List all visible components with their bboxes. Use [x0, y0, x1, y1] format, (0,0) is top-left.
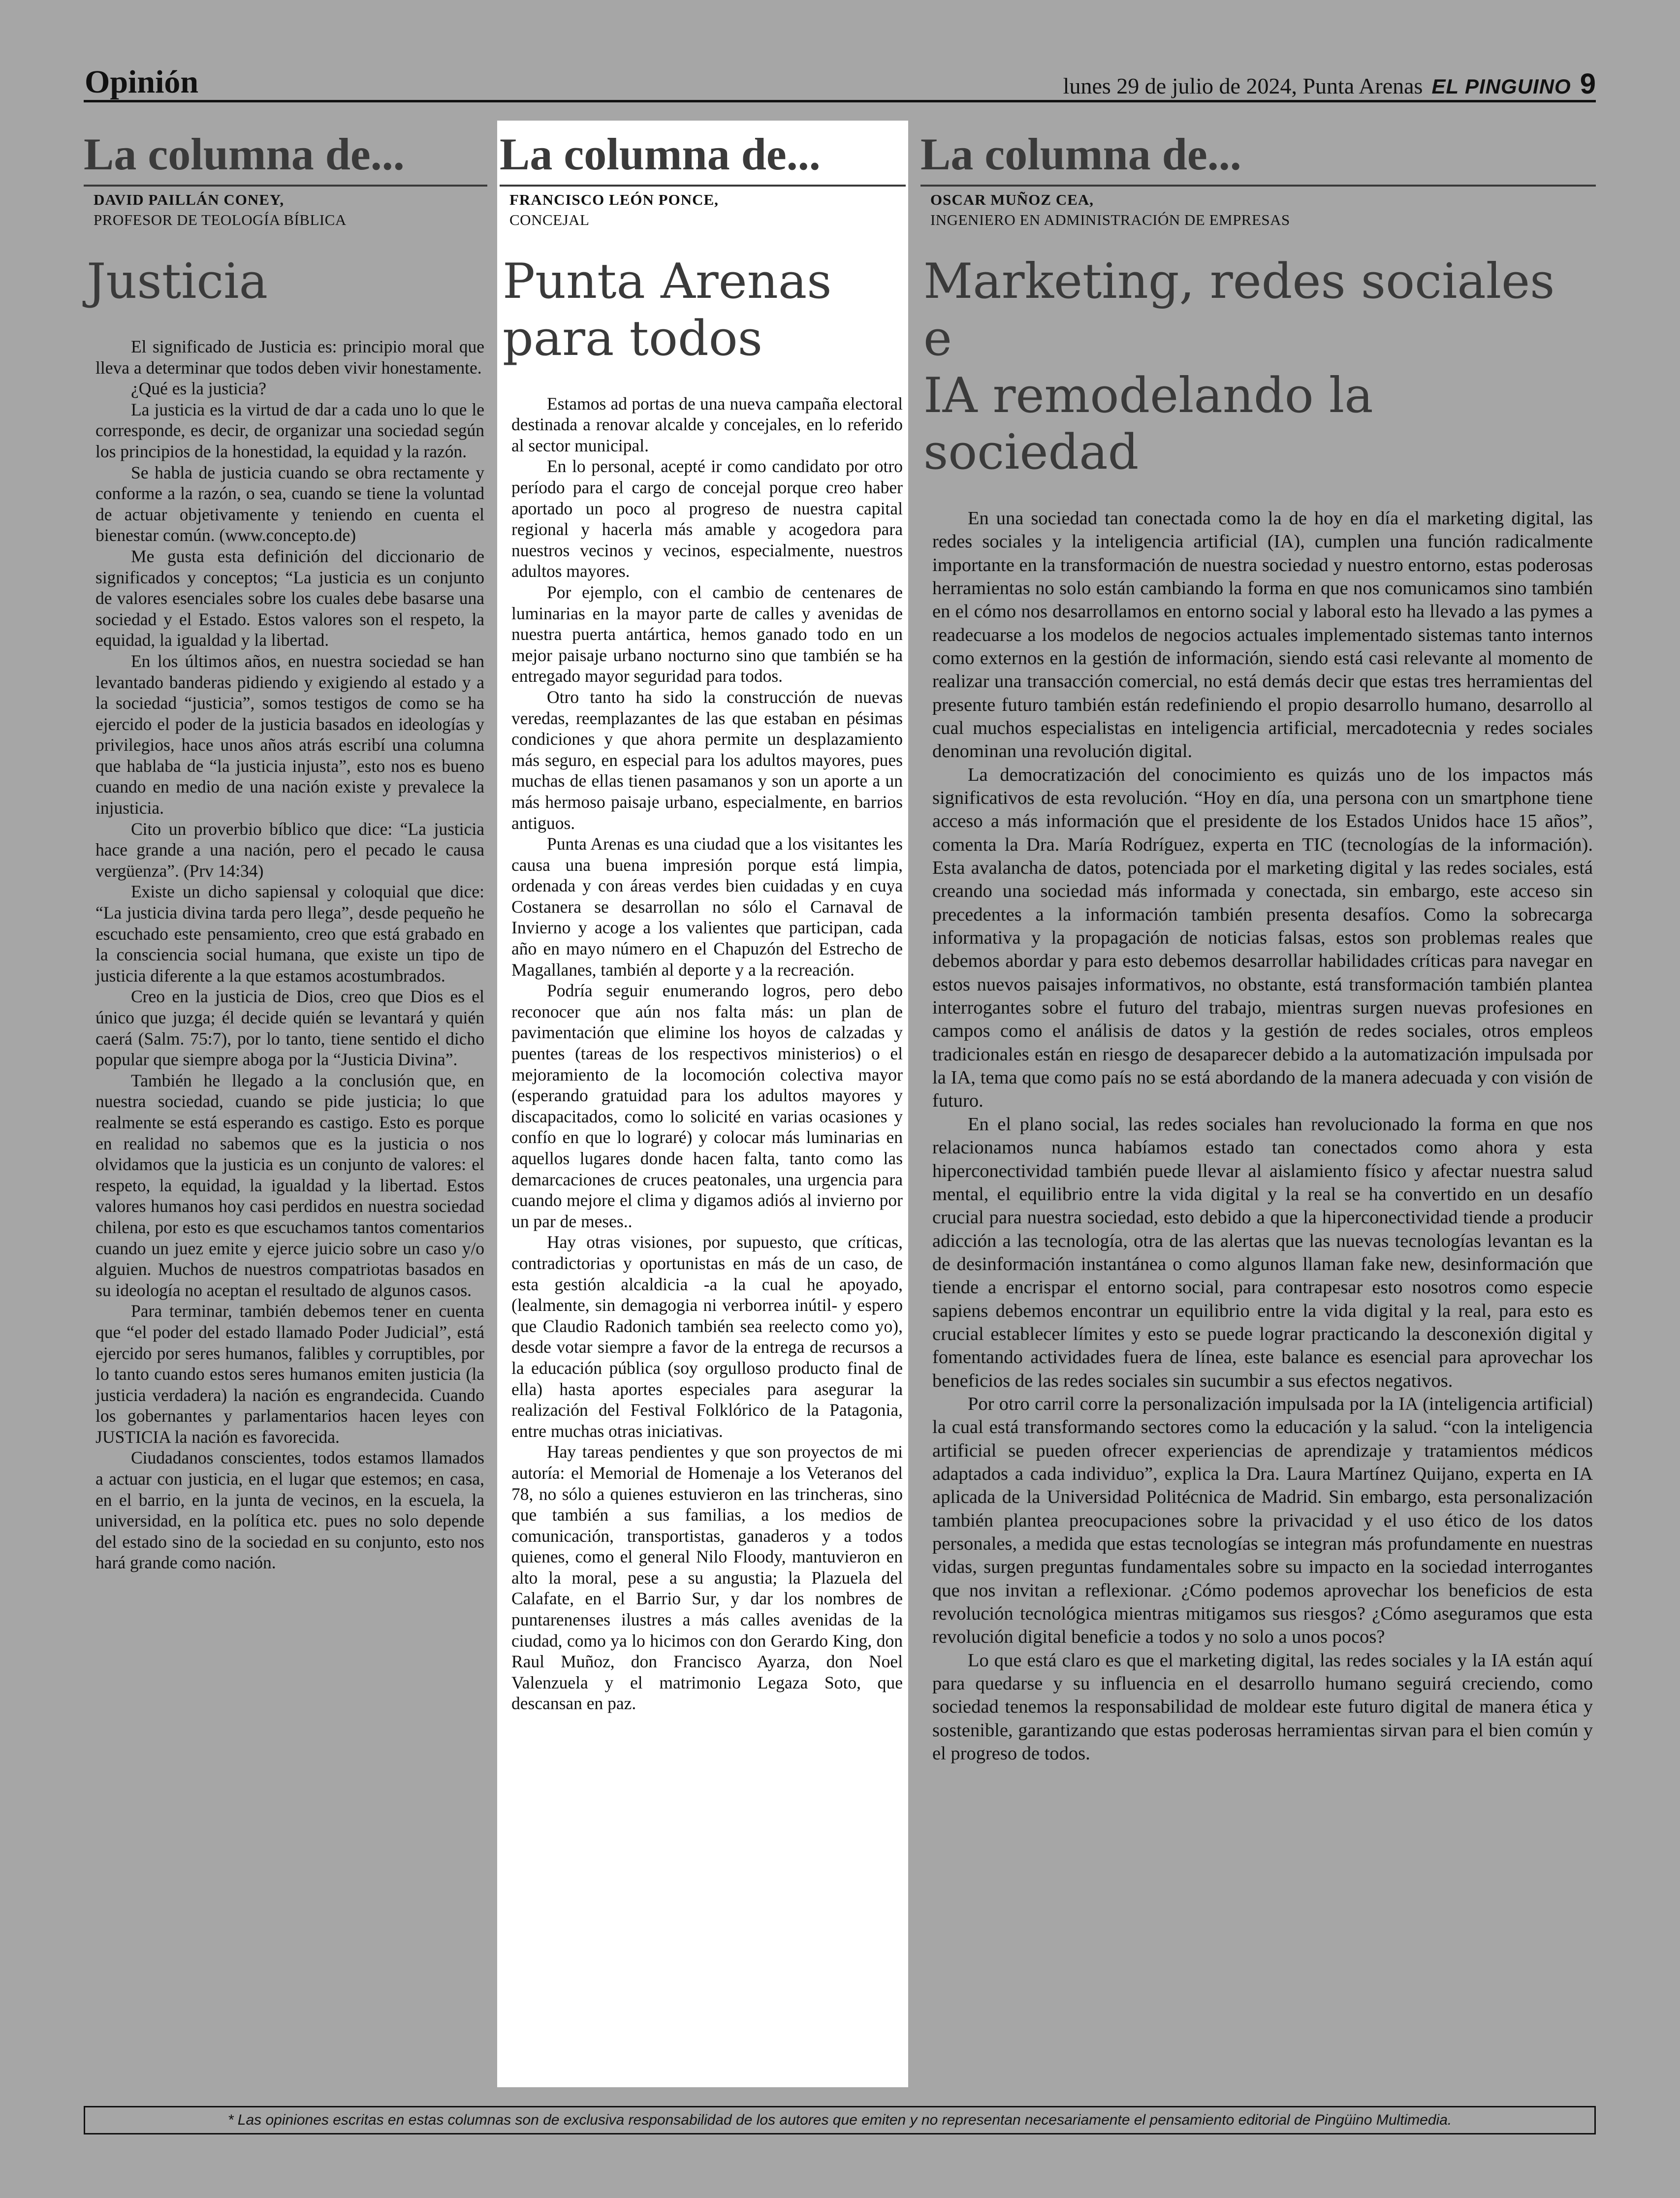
body-paragraph: Hay otras visiones, por supuesto, que críticas, contradictorias y oportunistas en más de un caso, de esta gestión alcaldicia -a la cual he apoyado, (lealmente, sin demagogia ni verborrea inútil- y espero que Claudio Radonich también sea reelecto como yo), desde votar siempre a favor de la entrega de recursos a la educación pública (soy orgulloso producto final de ella) hasta aportes especiales para asegurar la realización del Festival Folklórico de la Patagonia, entre muchas otras iniciativas. [511, 1232, 903, 1441]
headline-line: Punta Arenas [503, 254, 832, 310]
body-paragraph: Cito un proverbio bíblico que dice: “La justicia hace grande a una nación, pero el pecado le causa vergüenza”. (Prv 14:34) [95, 819, 484, 881]
body-paragraph: Creo en la justicia de Dios, creo que Dios es el único que juzga; él decide quién se levantará y quién caerá (Salm. 75:7), por lo tanto, tiene sentido el dicho popular que siempre aboga por la “Justicia Divina”. [95, 987, 484, 1070]
column-body [500, 393, 906, 1714]
column-kicker: La columna de... [500, 131, 906, 187]
body-paragraph: Por otro carril corre la personalización impulsada por la IA (inteligencia artificial) la cual está transformando sectores como la educación y la salud. “con la inteligencia artificial se pueden ofrecer experiencias de aprendizaje y tratamientos médicos adaptados a cada individuo”, explica la Dra. Laura Martínez Quijano, experta en IA aplicada de la Universidad Politécnica de Madrid. Sin embargo, esta personalización también plantea preocupaciones sobre la privacidad y el uso ético de los datos personales, a medida que estas tecnologías se integran más profundamente en nuestras vidas, surgen preguntas fundamentales sobre su impacto en la sociedad interrogantes que nos invitan a reflexionar. ¿Cómo podemos aprovechar los beneficios de esta revolución tecnológica mientras mitigamos sus riesgos? ¿Cómo aseguramos que esta revolución digital beneficie a todos y no solo a unos pocos? [932, 1393, 1593, 1648]
column-author: DAVID PAILLÁN CONEY, [94, 191, 285, 208]
section-title: Opinión [85, 64, 199, 100]
column-body [920, 507, 1596, 1766]
headline-line: IA remodelando la sociedad [923, 367, 1373, 481]
column-headline [87, 254, 487, 311]
body-paragraph: Lo que está claro es que el marketing digital, las redes sociales y la IA están aquí para quedarse y su influencia en el desarrollo humano seguirá creciendo, como sociedad tenemos la responsabilidad de moldear este futuro digital de manera ética y sostenible, garantizando que estas poderosas herramientas sirvan para el bien común y el progreso de todos. [932, 1650, 1593, 1764]
headline-line: para todos [503, 311, 762, 367]
body-paragraph: ¿Qué es la justicia? [131, 379, 267, 399]
column-author-role: INGENIERO EN ADMINISTRACIÓN DE EMPRESAS [930, 211, 1290, 229]
newspaper-logo: EL PINGUINO [1431, 75, 1571, 98]
body-paragraph: Hay tareas pendientes y que son proyectos de mi autoría: el Memorial de Homenaje a los Veteranos del 78, no sólo a quienes estuvieron en las trincheras, sino que también a sus familias, a los medios de comunicación, transportistas, ganaderos y a todos quienes, como el general Nilo Floody, mantuvieron en alto la moral, pese a su angustia; la Plazuela del Calafate, en el Barrio Sur, y dar los nombres de puntarenenses ilustres a más calles avenidas de la ciudad, como ya lo hicimos con don Gerardo King, don Raul Muñoz, don Francisco Ayarza, don Noel Valenzuela y el matrimonio Legaza Soto, que descansan en paz. [511, 1442, 903, 1714]
body-paragraph: Punta Arenas es una ciudad que a los visitantes les causa una buena impresión porque está limpia, ordenada y con áreas verdes bien cuidadas y en cuya Costanera se desarrollan no sólo el Carnaval de Invierno y acoge a los valientes que participan, cada año en mayo número en el Chapuzón del Estrecho de Magallanes, también al deporte y a la recreación. [511, 834, 903, 980]
body-paragraph: Por ejemplo, con el cambio de centenares de luminarias en la mayor parte de calles y avenidas de nuestra puerta antártica, hemos ganado todo en un mejor paisaje urbano nocturno sino que también se ha entregado mayor seguridad para todos. [511, 582, 903, 686]
column-headline [923, 254, 1596, 481]
body-paragraph: Ciudadanos conscientes, todos estamos llamados a actuar con justicia, en el lugar que estemos; en casa, en el barrio, en la junta de vecinos, en la escuela, la universidad, en la política etc. pues no solo depende del estado sino de la sociedad en su conjunto, esto nos hará grande como nación. [95, 1448, 484, 1573]
disclaimer-footer: * Las opiniones escritas en estas columnas son de exclusiva responsabilidad de los autores que emiten y no representan necesariamente el pensamiento editorial de Pingüino Multimedia. [84, 2106, 1596, 2134]
body-paragraph: En lo personal, acepté ir como candidato por otro período para el cargo de concejal porque creo haber aportado un poco al progreso de nuestra capital regional y hacerla más amable y acogedora para nuestros vecinos y vecinos, especialmente, nuestros adultos mayores. [511, 456, 903, 581]
body-paragraph: Me gusta esta definición del diccionario de significados y conceptos; “La justicia es un conjunto de valores esenciales sobre los cuales debe basarse una sociedad y el Estado. Estos valores son el respeto, la equidad, la igualdad y la libertad. [95, 546, 484, 650]
body-paragraph: La justicia es la virtud de dar a cada uno lo que le corresponde, es decir, de organizar una sociedad según los principios de la honestidad, la equidad y la razón. [95, 399, 484, 461]
headline-line: Marketing, redes sociales e [923, 254, 1555, 367]
column-headline [503, 254, 906, 367]
body-paragraph: Podría seguir enumerando logros, pero debo reconocer que aún nos falta más: un plan de pavimentación que elimine los hoyos de calzadas y puentes (tareas de los respectivos ministerios) o el mejoramiento de la locomoción colectiva mayor (esperando gratuidad para los adultos mayores y discapacitados, como lo solicité en varias ocasiones y confío en que lo lograré) y colocar más luminarias en aquellos lugares donde hacen falta, tanto como las demarcaciones de cruces peatonales, una urgencia para cuando mejore el clima y digamos adiós al invierno por un par de meses.. [511, 981, 903, 1231]
column-author-role: CONCEJAL [509, 211, 590, 229]
masthead-info [1063, 67, 1596, 100]
date-place: lunes 29 de julio de 2024, Punta Arenas [1063, 73, 1423, 98]
column-author: FRANCISCO LEÓN PONCE, [509, 191, 719, 208]
body-paragraph: La democratización del conocimiento es quizás uno de los impactos más significativos de esta revolución. “Hoy en día, una persona con un smartphone tiene acceso a más información que el presidente de los Estados Unidos hace 15 años”, comenta la Dra. María Rodríguez, experta en TIC (tecnologías de la información). Esta avalancha de datos, potenciada por el marketing digital y las redes sociales, está creando una sociedad más informada y conectada, sin embargo, este acceso sin precedentes a la información también presenta desafíos. Como la sobrecarga informativa y la propagación de noticias falsas, estos son problemas reales que debemos abordar y para esto debemos desarrollar habilidades críticas para navegar en estos nuevos paisajes informativos, no obstante, está transformación también plantea interrogantes sobre el futuro del trabajo, mientras surgen nuevas profesiones en campos como el análisis de datos y la gestión de redes sociales, otros empleos tradicionales están en riesgo de desaparecer debido a la automatización impulsada por la IA, tema que como país no se está abordando de la manera adecuada y con visión de futuro. [932, 764, 1593, 1112]
column-1 [84, 121, 487, 1573]
headline-line: Justicia [87, 254, 268, 310]
column-author-role: PROFESOR DE TEOLOGÍA BÍBLICA [94, 211, 347, 229]
body-paragraph: Otro tanto ha sido la construcción de nuevas veredas, reemplazantes de las que estaban en pésimas condiciones y que ahora permite un desplazamiento más seguro, en especial para los adultos mayores, pues muchas de ellas tienen pasamanos y son un aporte a un más hermoso paisaje urbano, especialmente, en barrios antiguos. [511, 687, 903, 833]
page-number: 9 [1580, 68, 1596, 100]
body-paragraph: En el plano social, las redes sociales han revolucionado la forma en que nos relacionamos nunca habíamos estado tan conectados como ahora y esta hiperconectividad también puede llevar al aislamiento físico y afectar nuestra salud mental, el equilibrio entre la vida digital y la real se ha convertido en un desafío crucial para nuestra sociedad, esto debido a que la hiperconectividad tiende a producir adicción a las tecnología, otra de las alertas que las nuevas tecnologías levantan es la de desinformación instantánea o como algunos llaman fake new, desinformación que tiende a encrispar el entorno social, para contrapesar esto nosotros como especie sapiens debemos encontrar un equilibrio entre la vida digital y la real, para esto es crucial establecer límites y esto se puede lograr practicando la desconexión digital y fomentando actividades fuera de línea, este balance es esencial para aprovechar los beneficios de las redes sociales sin sucumbir a sus efectos negativos. [932, 1114, 1593, 1391]
body-paragraph: El significado de Justicia es: principio moral que lleva a determinar que todos deben vivir honestamente. [95, 337, 484, 378]
body-paragraph: Para terminar, también debemos tener en cuenta que “el poder del estado llamado Poder Judicial”, está ejercido por seres humanos, falibles y corruptibles, por lo tanto cuando estos seres humanos emiten justicia (la justicia verdadera) la nación es engrandecida. Cuando los gobernantes y parlamentarios hacen leyes con JUSTICIA la nación es favorecida. [95, 1301, 484, 1447]
column-3 [920, 121, 1596, 1765]
masthead [84, 62, 1596, 102]
column-body [84, 336, 487, 1573]
column-author: OSCAR MUÑOZ CEA, [930, 191, 1094, 208]
body-paragraph: En una sociedad tan conectada como la de hoy en día el marketing digital, las redes sociales y la inteligencia artificial (IA), cumplen una función radicalmente importante en la transformación de nuestra sociedad y nuestro entorno, estas poderosas herramientas no solo están cambiando la forma en que nos comunicamos sino también en el cómo nos desarrollamos en entorno social y laboral esto ha llevado a las pymes a readecuarse a los modelos de negocios actuales implementado sistemas tanto internos como externos en la gestión de información, siendo está casi relevante al momento de realizar una transacción comercial, no está demás decir que estas tres herramientas del presente futuro también están redefiniendo el propio desarrollo humano, desarrollo al cual muchos especialistas en inteligencia artificial, mercadotecnia y redes sociales denominan una revolución digital. [932, 508, 1593, 762]
body-paragraph: En los últimos años, en nuestra sociedad se han levantado banderas pidiendo y exigiendo al estado y a la sociedad “justicia”, somos testigos de como se ha ejercido el poder de la justicia basados en ideologías y privilegios, hace unos años atrás escribí una columna que hablaba de “la justicia injusta”, esto nos es bueno cuando en medio de una nación existe y prevalece la injusticia. [95, 651, 484, 818]
body-paragraph: Estamos ad portas de una nueva campaña electoral destinada a renovar alcalde y concejales, en lo referido al sector municipal. [511, 393, 903, 455]
body-paragraph: También he llegado a la conclusión que, en nuestra sociedad, cuando se pide justicia; lo que realmente se está esperando es castigo. Esto es porque en realidad no sabemos que es la justicia o nos olvidamos que la justicia es un conjunto de valores: el respeto, la equidad, la igualdad y la libertad. Estos valores humanos hoy casi perdidos en nuestra sociedad chilena, por esto es que escuchamos tantos comentarios cuando un juez emite y ejerce juicio sobre un caso y/o alguien. Muchos de nuestros compatriotas basados en su ideología no aceptan el resultado de algunos casos. [95, 1070, 484, 1300]
body-paragraph: Existe un dicho sapiensal y coloquial que dice: “La justicia divina tarda pero llega”, desde pequeño he escuchado este pensamiento, creo que está grabado en la consciencia social humana, que existe un tipo de justicia diferente a la que estamos acostumbrados. [95, 882, 484, 986]
column-kicker: La columna de... [920, 131, 1596, 187]
body-paragraph: Se habla de justicia cuando se obra rectamente y conforme a la razón, o sea, cuando se tiene la voluntad de actuar objetivamente y teniendo en cuenta el bienestar común. (www.concepto.de) [95, 462, 484, 545]
column-kicker: La columna de... [84, 131, 487, 187]
column-2 [497, 121, 908, 2087]
